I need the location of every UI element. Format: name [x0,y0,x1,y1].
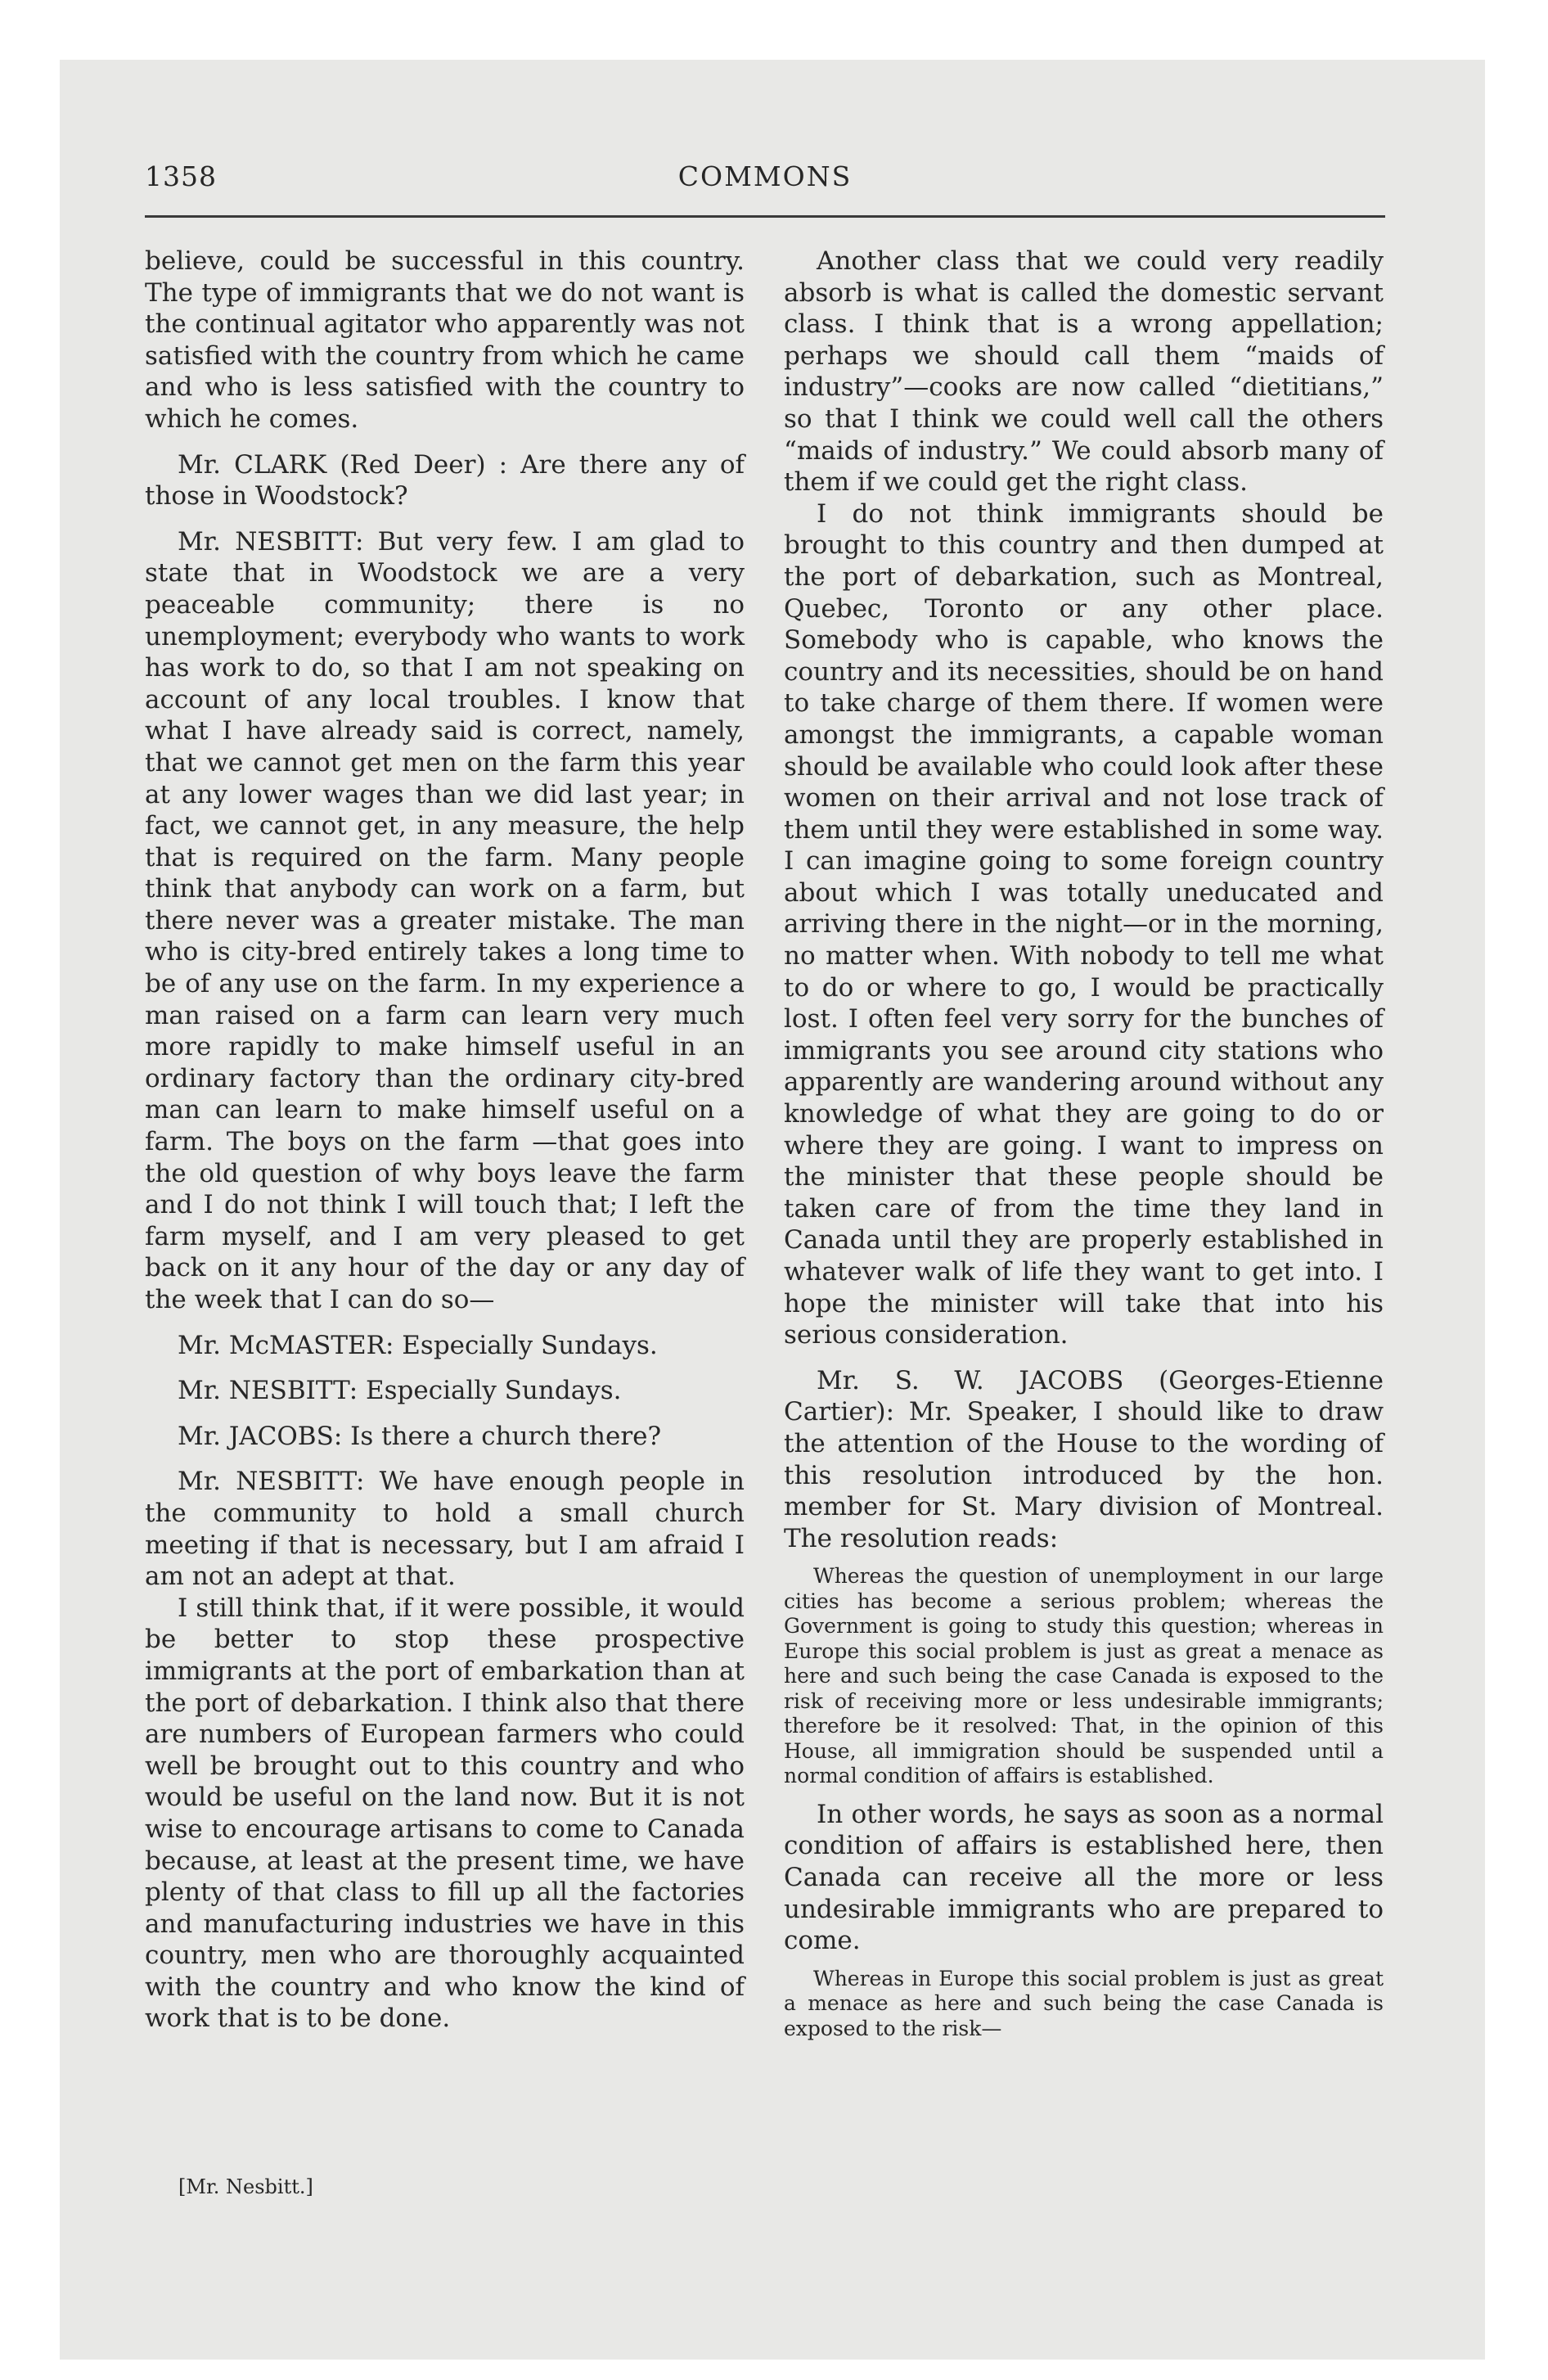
paragraph: believe, could be successful in this country. The type of immigrants that we do not want is the continual agitator who apparently was not satisfied with the country from which he came and who is less satisfied with the country to which he comes. [145,246,745,434]
resolution-quote: Whereas the question of unemployment in our large cities has become a serious problem; whereas the Government is going to study this question; whereas in Europe this social problem is just as great a menace as here and such being the case Canada is exposed to the risk of receiving more or less undesirable immigrants; therefore be it resolved: That, in the opinion of this House, all immigration should be suspended until a normal condition of affairs is established. [784,1564,1384,1788]
header-rule [145,215,1385,218]
paragraph: I still think that, if it were possible, it would be better to stop these prospective immigrants at the port of embarkation than at the port of debarkation. I think also that there are numbers of European farmers who could well be brought out to this country and who would be useful on the land now. But it is not wise to encourage artisans to come to Canada because, at least at the present time, we have plenty of that class to fill up all the factories and manufacturing industries we have in this country, men who are thoroughly acquainted with the country and who know the kind of work that is to be done. [145,1593,745,2034]
paragraph: Mr. S. W. JACOBS (Georges-Etienne Cartier): Mr. Speaker, I should like to draw the attention of the House to the wording of this resolution introduced by the hon. member for St. Mary division of Montreal. The resolution reads: [784,1365,1384,1553]
paragraph: I do not think immigrants should be brought to this country and then dumped at the port of debarkation, such as Montreal, Quebec, Toronto or any other place. Somebody who is capable, who knows the country and its necessities, should be on hand to take charge of them there. If women were amongst the immigrants, a capable woman should be available who could look after these women on their arrival and not lose track of them until they were established in some way. I can imagine going to some foreign country about which I was totally uneducated and arriving there in the night—or in the morning, no matter when. With nobody to tell me what to do or where to go, I would be practically lost. I often feel very sorry for the bunches of immigrants you see around city stations who apparently are wandering around without any knowledge of what they are going to do or where they are going. I want to impress on the minister that these people should be taken care of from the time they land in Canada until they are properly established in whatever walk of life they want to get into. I hope the minister will take that into his serious consideration. [784,498,1384,1350]
paragraph: Mr. NESBITT: But very few. I am glad to state that in Woodstock we are a very peaceable community; there is no unemployment; everybody who wants to work has work to do, so that I am not speaking on account of any local troubles. I know that what I have already said is correct, namely, that we cannot get men on the farm this year at any lower wages than we did last year; in fact, we cannot get, in any measure, the help that is required on the farm. Many people think that anybody can work on a farm, but there never was a greater mistake. The man who is city-bred entirely takes a long time to be of any use on the farm. In my experience a man raised on a farm can learn very much more rapidly to make himself useful in an ordinary factory than the ordinary city-bred man can learn to make himself useful on a farm. The boys on the farm —that goes into the old question of why boys leave the farm and I do not think I will touch that; I left the farm myself, and I am very pleased to get back on it any hour of the day or any day of the week that I can do so— [145,526,745,1314]
right-column [784,246,1384,2051]
paragraph: Mr. NESBITT: We have enough people in the community to hold a small church meeting if that is necessary, but I am afraid I am not an adept at that. [145,1467,745,1592]
left-column [145,246,745,2035]
paragraph: Mr. CLARK (Red Deer) : Are there any of those in Woodstock? [145,449,745,512]
paragraph: Mr. McMASTER: Especially Sundays. [178,1330,658,1360]
paragraph: Another class that we could very readily absorb is what is called the domestic servant class. I think that is a wrong appellation; perhaps we should call them “maids of industry”—cooks are now called “dietitians,” so that I think we could well call the others “maids of industry.” We could absorb many of them if we could get the right class. [784,246,1384,498]
speaker-footer: [Mr. Nesbitt.] [178,2175,313,2198]
resolution-quote: Whereas in Europe this social problem is just as great a menace as here and such being the case Canada is exposed to the risk— [784,1966,1384,2040]
page-number: 1358 [145,160,217,192]
running-head: COMMONS [677,160,853,192]
page-header [145,160,1385,210]
paragraph: Mr. JACOBS: Is there a church there? [178,1421,662,1451]
paragraph: In other words, he says as soon as a normal condition of affairs is established here, then Canada can receive all the more or less undesirable immigrants who are prepared to come. [784,1799,1384,1956]
paragraph: Mr. NESBITT: Especially Sundays. [178,1376,622,1406]
